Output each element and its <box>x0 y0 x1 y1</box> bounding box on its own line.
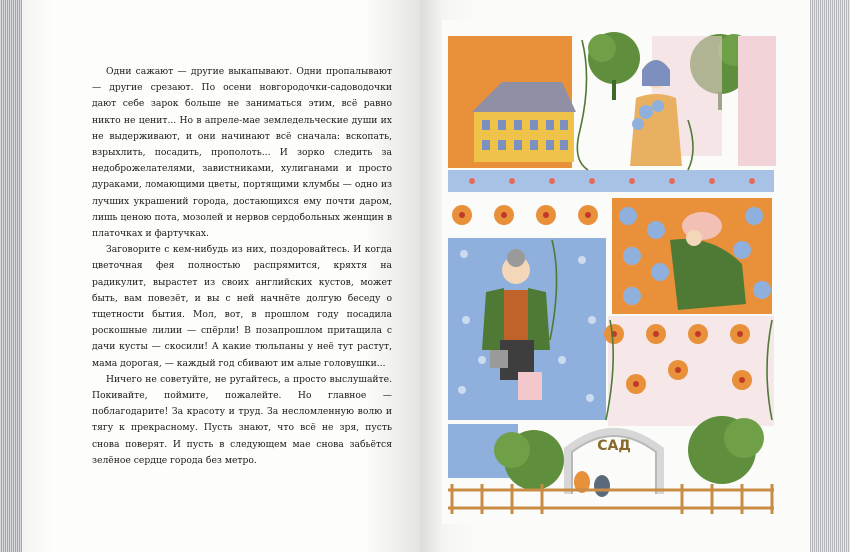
arch-sign: САД <box>597 438 631 454</box>
blue-band <box>448 170 774 192</box>
right-page-edges <box>810 0 850 552</box>
body-text <box>92 64 392 469</box>
paragraph-3: Ничего не советуйте, не ругайтесь, а просто выслушайте. Покивайте, поймите, пожалейте. Но главное — поблагодарите! За красоту и труд. За несломленную волю и тягу к прекрасному. Пусть знают, что всё не зря, пусть снова поверят. И пусть в следующем мае снова забьётся зелёное сердце города без метро. <box>92 373 392 466</box>
left-page-edges <box>0 0 22 552</box>
left-page <box>22 0 420 552</box>
garden-illustration <box>442 20 778 524</box>
pink-strip-top-right <box>738 36 776 166</box>
paragraph-2: Заговорите с кем-нибудь из них, поздоровайтесь. И когда цветочная фея полностью распрямится, кряхтя на радикулит, вырастет из своих английских кустов, может быть, вам повезёт, и вы с ней начнёте долгую беседу о тщетности бытия. Мол, вот, в прошлом году посадила роскошные лилии — спёрли! В позапрошлом притащила с дачи кусты — скосили! А какие тюльпаны у неё тут растут, мама дорогая, — каждый год сбивают им алые головушки... <box>92 244 392 369</box>
paragraph-1: Одни сажают — другие выкапывают. Одни пропалывают — другие срезают. По осени новгородочки-садоводочки дают себе зарок больше не заниматься этим, всё равно никто не ценит... Но в апреле-мае земледельческие души их не выдерживают, и они начинают всё сначала: вскопать, взрыхлить, посадить, прополоть... И зорко следить за недоброжелателями, завистниками, хулиганами и просто дураками, ломающими цветы, портящими клумбы — одно из лучших украшений города, достающихся ему почти даром, лишь ценою пота, мозолей и нервов сердобольных женщин в платочках и фартучках. <box>92 66 392 240</box>
